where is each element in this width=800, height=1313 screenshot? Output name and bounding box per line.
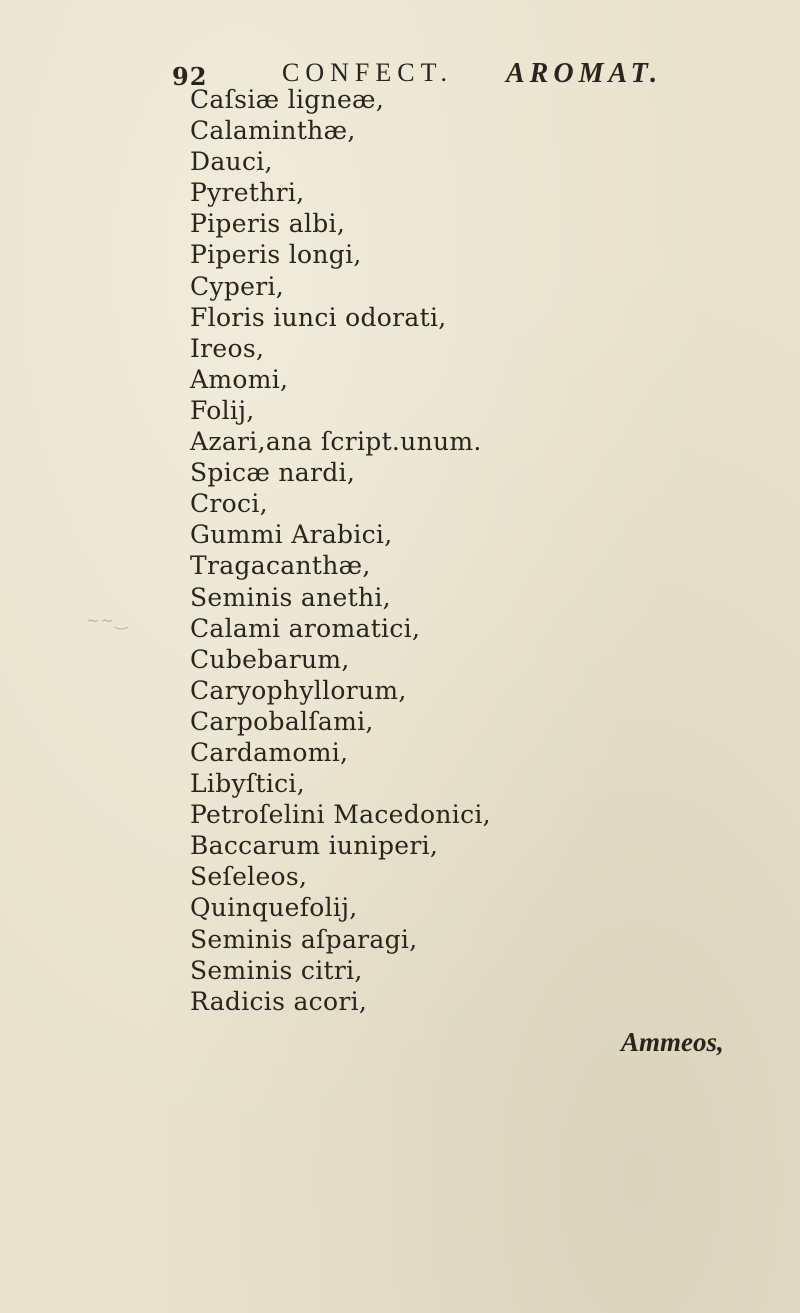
ingredient-line: Azari,ana ſcript.unum. [190,427,482,457]
ingredient-line: Amomi, [190,364,289,394]
catchword: Ammeos, [621,1027,724,1057]
ingredient-line: Caryophyllorum, [190,675,407,705]
ingredient-line: Spicæ nardi, [190,458,356,488]
ingredient-line: Floris iunci odorati, [190,302,447,332]
ingredient-line: Gummi Arabici, [190,520,393,550]
ingredient-line: Piperis longi, [190,240,362,270]
ingredient-line: Calaminthæ, [190,116,356,146]
ingredient-line: Caſsiæ ligneæ, [190,85,385,114]
ingredient-line: Quinquefolij, [190,893,358,923]
ingredient-line: Seminis citri, [190,955,363,985]
running-head-right: AROMAT. [506,58,663,89]
ingredient-line: Dauci, [190,147,273,177]
ingredient-line: Pyrethri, [190,178,305,208]
ingredient-line: Baccarum iuniperi, [190,831,439,861]
ingredient-line: Petroſelini Macedonici, [190,800,491,830]
ingredient-line: Piperis albi, [190,209,346,239]
ingredient-line: Ireos, [190,333,265,363]
ingredient-line: Cyperi, [190,271,285,301]
running-head-left: CONFECT. [282,58,454,87]
ingredient-list [190,84,491,1017]
ingredient-line: Croci, [190,489,268,519]
page-number: 92 [172,62,208,91]
ingredient-line: Seminis anethi, [190,582,391,612]
ingredient-line: Seſeleos, [190,862,308,892]
ingredient-line: Libyſtici, [190,769,305,799]
ingredient-line: Calami aromatici, [190,613,421,643]
ingredient-line: Seminis aſparagi, [190,924,418,954]
ingredient-line: Cubebarum, [190,644,350,674]
ingredient-line: Radicis acori, [190,986,368,1016]
margin-mark: ~~‿ [86,611,129,630]
ingredient-line: Folij, [190,395,255,425]
ingredient-line: Cardamomi, [190,737,349,767]
ingredient-line: Tragacanthæ, [190,551,371,581]
ingredient-line: Carpobalſami, [190,706,374,736]
